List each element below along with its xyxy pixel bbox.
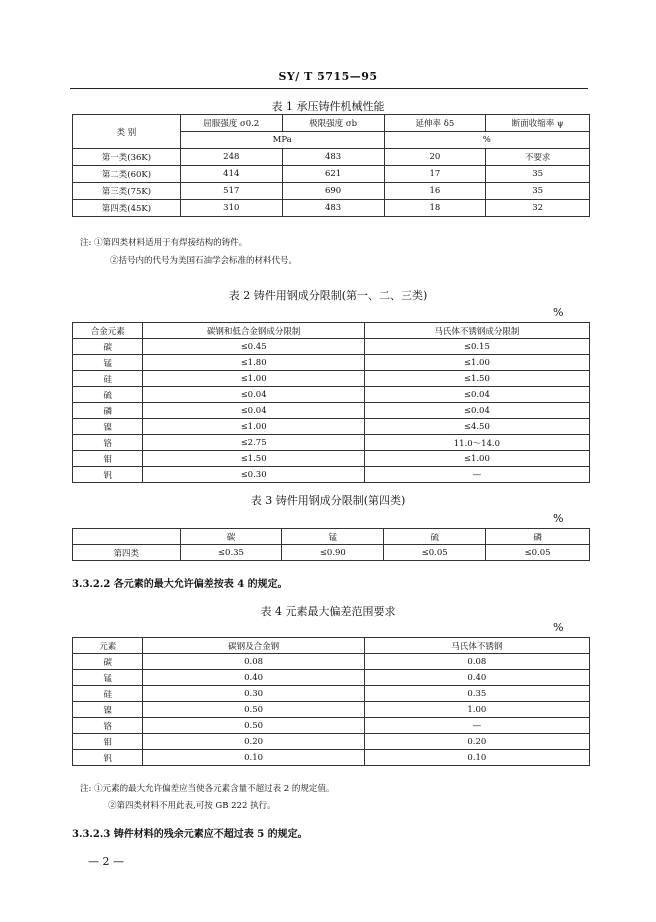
table1-header-category: 类 别 — [73, 115, 181, 149]
table-cell: 0.30 — [143, 686, 364, 702]
table3-header-blank — [73, 529, 181, 545]
table3 — [72, 528, 590, 561]
table-cell: 第四类(45K) — [73, 200, 181, 217]
table-cell: 17 — [384, 166, 486, 183]
table-cell: 钼 — [73, 451, 143, 467]
table-cell: ≤4.50 — [364, 419, 589, 435]
table-row — [73, 654, 590, 670]
table-cell: 硫 — [73, 387, 143, 403]
table-row — [73, 545, 590, 561]
table-cell: 钼 — [73, 734, 143, 750]
table-row — [73, 371, 590, 387]
table-cell: 0.08 — [364, 654, 589, 670]
table-cell: 483 — [282, 149, 384, 166]
table4 — [72, 637, 590, 766]
table-cell: ≤1.50 — [143, 451, 364, 467]
table-row — [73, 419, 590, 435]
table-cell: 310 — [180, 200, 282, 217]
table-cell: — — [364, 467, 589, 483]
table-cell: 第三类(75K) — [73, 183, 181, 200]
table1-header-elongation: 延伸率 δ5 — [384, 115, 486, 132]
table-cell: 镍 — [73, 419, 143, 435]
table-cell: ≤2.75 — [143, 435, 364, 451]
table-row — [73, 183, 590, 200]
table-cell: 硅 — [73, 686, 143, 702]
table4-note-1: 注: ①元素的最大允许偏差应当使各元素含量不超过表 2 的规定值。 — [80, 784, 335, 794]
table-row — [73, 467, 590, 483]
table-row — [73, 750, 590, 766]
table-cell: 锰 — [73, 355, 143, 371]
table-cell: 0.20 — [364, 734, 589, 750]
table-cell: 517 — [180, 183, 282, 200]
table-cell: 16 — [384, 183, 486, 200]
table-cell: 第二类(60K) — [73, 166, 181, 183]
table-cell: 690 — [282, 183, 384, 200]
table-cell: 414 — [180, 166, 282, 183]
table4-header-element: 元素 — [73, 638, 143, 654]
table-cell: ≤0.45 — [143, 339, 364, 355]
table-row — [73, 403, 590, 419]
table-row — [73, 339, 590, 355]
table-cell: ≤0.04 — [143, 403, 364, 419]
table-cell: 碳 — [73, 339, 143, 355]
header-rule — [70, 88, 588, 89]
table-cell: 铬 — [73, 718, 143, 734]
table-row — [73, 166, 590, 183]
table-cell: 硅 — [73, 371, 143, 387]
table4-caption: 表 4 元素最大偏差范围要求 — [260, 605, 396, 618]
table-row — [73, 702, 590, 718]
table-cell: 磷 — [73, 403, 143, 419]
table1-caption: 表 1 承压铸件机械性能 — [271, 100, 385, 113]
table2 — [72, 322, 590, 483]
table-cell: 锰 — [73, 670, 143, 686]
table-row — [73, 200, 590, 217]
table-cell: 0.40 — [143, 670, 364, 686]
table-cell: 0.20 — [143, 734, 364, 750]
table-cell: 铬 — [73, 435, 143, 451]
table-cell: ≤1.00 — [364, 451, 589, 467]
table4-header-carbon-alloy: 碳钢及合金钢 — [143, 638, 364, 654]
table-cell: ≤1.00 — [143, 419, 364, 435]
table-row — [73, 686, 590, 702]
page-number: — 2 — — [88, 855, 124, 868]
table-cell: 0.10 — [143, 750, 364, 766]
table4-unit: % — [553, 621, 564, 634]
table-cell: 35 — [486, 166, 590, 183]
table-row — [73, 718, 590, 734]
table-cell: ≤0.04 — [143, 387, 364, 403]
table-cell: ≤1.50 — [364, 371, 589, 387]
table-cell: 0.40 — [364, 670, 589, 686]
table4-note-2: ②第四类材料不用此表,可按 GB 222 执行。 — [108, 801, 276, 811]
table-cell: 第四类 — [73, 545, 181, 561]
table-cell: 35 — [486, 183, 590, 200]
table2-unit: % — [553, 306, 564, 319]
table-row — [73, 451, 590, 467]
table-cell: ≤1.80 — [143, 355, 364, 371]
table-cell: ≤1.00 — [143, 371, 364, 387]
table-cell: — — [364, 718, 589, 734]
table-cell: 0.50 — [143, 702, 364, 718]
table1-note-2: ②括号内的代号为美国石油学会标准的材料代号。 — [110, 256, 298, 266]
table2-header-martensitic: 马氏体不锈钢成分限制 — [364, 323, 589, 339]
table-cell: ≤0.30 — [143, 467, 364, 483]
table-cell: ≤0.05 — [384, 545, 486, 561]
table-row — [73, 149, 590, 166]
table1-note-1: 注: ①第四类材料适用于有焊接结构的铸件。 — [80, 238, 248, 248]
table3-header-carbon: 碳 — [180, 529, 282, 545]
table-cell: 32 — [486, 200, 590, 217]
table3-unit: % — [553, 512, 564, 525]
table-row — [73, 734, 590, 750]
table-cell: 11.0～14.0 — [364, 435, 589, 451]
table-cell: ≤1.00 — [364, 355, 589, 371]
table-cell: 不要求 — [486, 149, 590, 166]
table-row — [73, 670, 590, 686]
table3-header-sulfur: 硫 — [384, 529, 486, 545]
table-cell: 碳 — [73, 654, 143, 670]
table-cell: 20 — [384, 149, 486, 166]
table3-caption: 表 3 铸件用钢成分限制(第四类) — [250, 494, 406, 507]
table-cell: ≤0.04 — [364, 403, 589, 419]
table1-header-yield: 屈服强度 σ0.2 — [180, 115, 282, 132]
table-cell: ≤0.04 — [364, 387, 589, 403]
table4-header-martensitic: 马氏体不锈钢 — [364, 638, 589, 654]
table1-header-tensile: 极限强度 σb — [282, 115, 384, 132]
table-cell: ≤0.35 — [180, 545, 282, 561]
table-cell: 621 — [282, 166, 384, 183]
table-cell: 镍 — [73, 702, 143, 718]
table-cell: 0.35 — [364, 686, 589, 702]
table2-caption: 表 2 铸件用钢成分限制(第一、二、三类) — [228, 289, 428, 302]
table-row — [73, 435, 590, 451]
paragraph-3-3-2-3: 3.3.2.3 铸件材料的残余元素应不超过表 5 的规定。 — [72, 829, 308, 840]
table-cell: 第一类(36K) — [73, 149, 181, 166]
table1-unit-mpa: MPa — [180, 132, 384, 149]
table-cell: ≤0.05 — [486, 545, 590, 561]
table-cell: 0.08 — [143, 654, 364, 670]
table-cell: 0.10 — [364, 750, 589, 766]
table-row — [73, 355, 590, 371]
paragraph-3-3-2-2: 3.3.2.2 各元素的最大允许偏差按表 4 的规定。 — [72, 579, 288, 590]
table-cell: 483 — [282, 200, 384, 217]
table-cell: ≤0.90 — [282, 545, 384, 561]
table-cell: ≤0.15 — [364, 339, 589, 355]
table3-header-manganese: 锰 — [282, 529, 384, 545]
table-cell: 0.50 — [143, 718, 364, 734]
table2-header-element: 合金元素 — [73, 323, 143, 339]
table-cell: 1.00 — [364, 702, 589, 718]
table-cell: 钒 — [73, 467, 143, 483]
table1-header-reduction: 断面收缩率 ψ — [486, 115, 590, 132]
table2-header-carbon-steel: 碳钢和低合金钢成分限制 — [143, 323, 364, 339]
table3-header-phosphorus: 磷 — [486, 529, 590, 545]
table1 — [72, 114, 590, 217]
table-row — [73, 387, 590, 403]
table-cell: 248 — [180, 149, 282, 166]
table1-unit-percent: % — [384, 132, 589, 149]
table-cell: 钒 — [73, 750, 143, 766]
table-cell: 18 — [384, 200, 486, 217]
standard-header: SY/ T 5715—95 — [278, 70, 378, 83]
